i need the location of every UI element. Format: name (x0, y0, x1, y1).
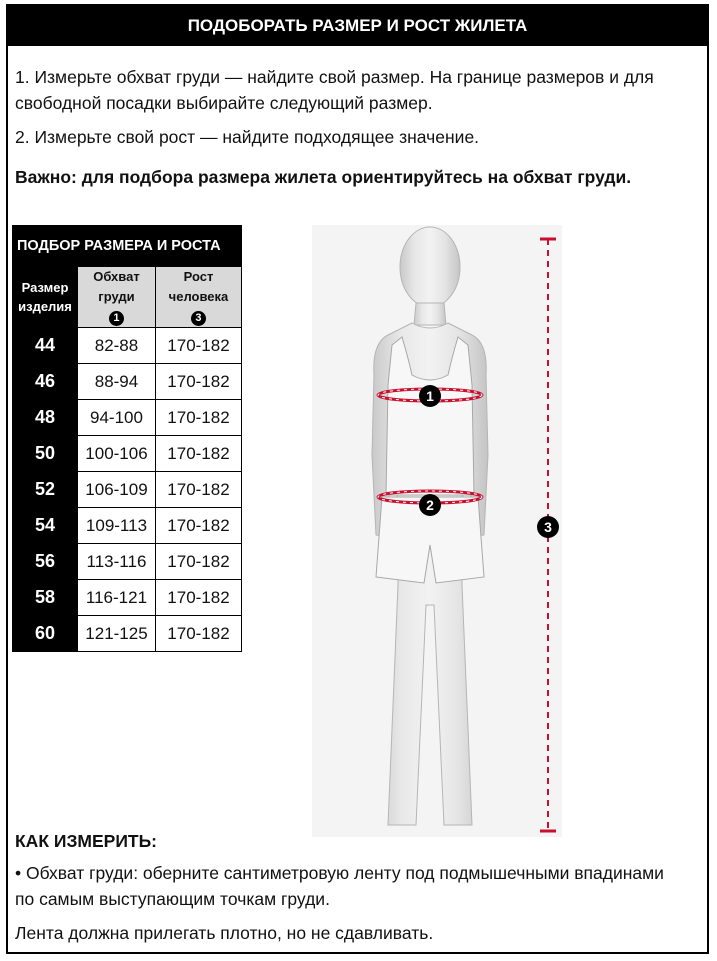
table-row (13, 400, 242, 436)
how-to-title: КАК ИЗМЕРИТЬ: (15, 831, 157, 851)
table-row (13, 328, 242, 364)
size-cell: 52 (13, 472, 78, 508)
chest-range-cell: 94-100 (78, 400, 156, 436)
measurement-figure (312, 225, 562, 837)
height-range-cell: 170-182 (155, 364, 241, 400)
column-header-chest (78, 267, 156, 328)
size-cell: 60 (13, 616, 78, 652)
chest-range-cell: 106-109 (78, 472, 156, 508)
column-header-height-label: Рост человека (168, 269, 229, 304)
size-cell: 58 (13, 580, 78, 616)
height-range-cell: 170-182 (155, 400, 241, 436)
chest-range-cell: 82-88 (78, 328, 156, 364)
waist-marker-label: 2 (426, 497, 434, 513)
table-row (13, 436, 242, 472)
height-range-cell: 170-182 (155, 616, 241, 652)
height-marker-badge: 3 (191, 311, 206, 326)
table-caption: ПОДБОР РАЗМЕРА И РОСТА (13, 226, 242, 267)
table-row (13, 364, 242, 400)
height-range-cell: 170-182 (155, 472, 241, 508)
size-cell: 48 (13, 400, 78, 436)
size-cell: 56 (13, 544, 78, 580)
intro-step-2: 2. Измерьте свой рост — найдите подходящее значение. (15, 127, 480, 147)
height-marker-label: 3 (544, 519, 552, 535)
table-row (13, 616, 242, 652)
table-row (13, 472, 242, 508)
chest-marker-label: 1 (426, 388, 434, 404)
table-row (13, 580, 242, 616)
chest-range-cell: 116-121 (78, 580, 156, 616)
how-to-measure-section (15, 828, 685, 954)
size-cell: 46 (13, 364, 78, 400)
important-note: Важно: для подбора размера жилета ориентируйтесь на обхват груди. (15, 167, 632, 187)
mannequin-diagram (312, 225, 562, 837)
column-header-size: Размер изделия (13, 267, 78, 328)
chest-marker-badge: 1 (109, 311, 124, 326)
table-row (13, 508, 242, 544)
chest-range-cell: 113-116 (78, 544, 156, 580)
size-table (12, 225, 242, 652)
height-range-cell: 170-182 (155, 580, 241, 616)
height-range-cell: 170-182 (155, 436, 241, 472)
intro-section (15, 64, 685, 198)
page-title: ПОДОБОРАТЬ РАЗМЕР И РОСТ ЖИЛЕТА (8, 6, 707, 46)
table-row (13, 544, 242, 580)
chest-range-cell: 100-106 (78, 436, 156, 472)
chest-range-cell: 109-113 (78, 508, 156, 544)
how-to-bullet: • Обхват груди: оберните сантиметровую ленту под подмышечными впадинами по самым выступающим точкам груди. (15, 863, 664, 909)
column-header-height (155, 267, 241, 328)
height-range-cell: 170-182 (155, 328, 241, 364)
height-range-cell: 170-182 (155, 508, 241, 544)
chest-range-cell: 88-94 (78, 364, 156, 400)
height-range-cell: 170-182 (155, 544, 241, 580)
size-cell: 44 (13, 328, 78, 364)
size-cell: 50 (13, 436, 78, 472)
chest-range-cell: 121-125 (78, 616, 156, 652)
how-to-note: Лента должна прилегать плотно, но не сдавливать. (15, 923, 434, 943)
column-header-chest-label: Обхват груди (93, 269, 140, 304)
size-cell: 54 (13, 508, 78, 544)
size-table-body (13, 328, 242, 652)
intro-step-1: 1. Измерьте обхват груди — найдите свой размер. На границе размеров и для свободной посадки выбирайте следующий размер. (15, 67, 654, 113)
